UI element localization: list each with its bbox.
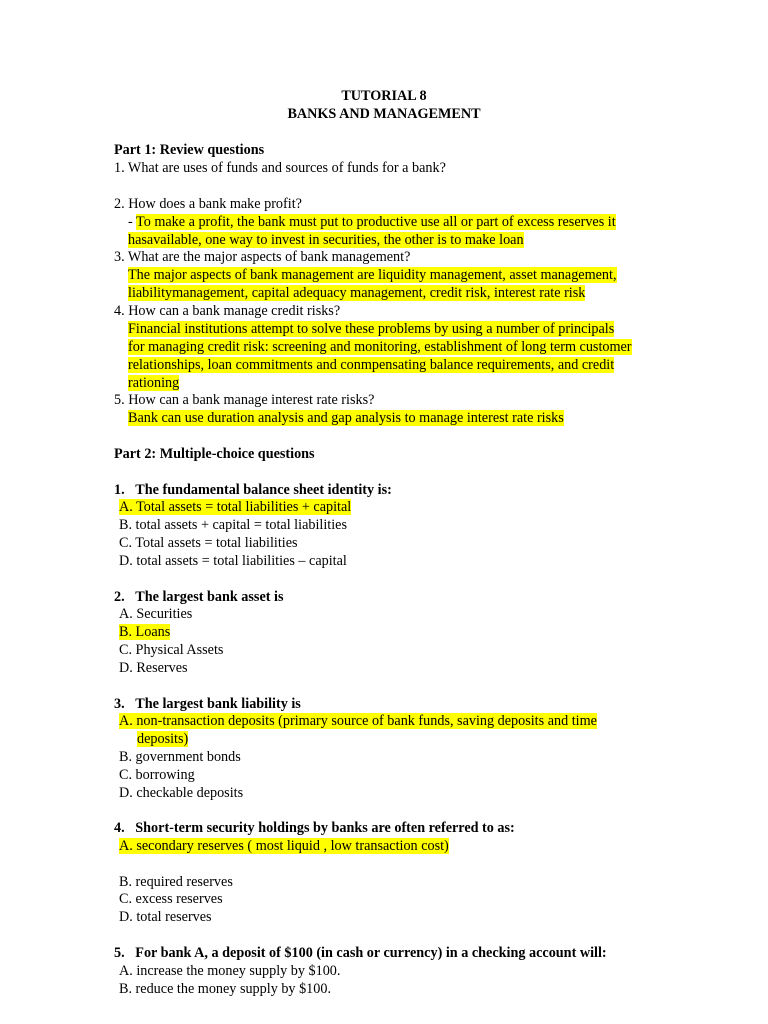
answer-3-text-1: The major aspects of bank management are liquidity management, asset management, [128, 267, 617, 283]
mc3-option-d: D. checkable deposits [119, 785, 244, 801]
mc4-option-d: D. total reserves [119, 909, 212, 925]
mc5-option-a: A. increase the money supply by $100. [119, 963, 341, 979]
mc4-option-a [119, 837, 449, 855]
answer-4-line-4 [128, 374, 179, 392]
answer-4-line-2 [128, 338, 632, 356]
mc-question-4: 4. Short-term security holdings by banks are often referred to as: [114, 820, 515, 836]
review-question-4: 4. How can a bank manage credit risks? [114, 303, 341, 319]
part1-heading: Part 1: Review questions [114, 142, 265, 158]
mc1-option-b: B. total assets + capital = total liabilities [119, 517, 347, 533]
mc2-option-b [119, 623, 170, 641]
answer-3-line-2 [128, 284, 585, 302]
answer-2-line-2 [128, 231, 524, 249]
mc3-option-b: B. government bonds [119, 749, 241, 765]
mc4-option-b: B. required reserves [119, 874, 233, 890]
review-question-1: 1. What are uses of funds and sources of funds for a bank? [114, 160, 446, 176]
answer-3-text-2: liabilitymanagement, capital adequacy management, credit risk, interest rate risk [128, 285, 586, 301]
answer-5-text: Bank can use duration analysis and gap analysis to manage interest rate risks [128, 410, 564, 426]
mc2-option-d: D. Reserves [119, 660, 188, 676]
answer-5-line [128, 409, 564, 427]
mc4-option-c: C. excess reserves [119, 891, 223, 907]
mc-question-3: 3. The largest bank liability is [114, 696, 301, 712]
answer-2-text-2: hasavailable, one way to invest in securities, the other is to make loan [128, 232, 524, 248]
mc3-option-a-text-1: A. non-transaction deposits (primary source of bank funds, saving deposits and time [119, 713, 597, 729]
answer-4-line-1 [128, 320, 614, 338]
review-question-3: 3. What are the major aspects of bank management? [114, 249, 411, 265]
tutorial-title: TUTORIAL 8 [341, 88, 427, 104]
mc3-option-a-line-2 [137, 730, 188, 748]
answer-3-line-1 [128, 266, 617, 284]
mc3-option-a-line-1 [119, 712, 597, 730]
mc-question-2: 2. The largest bank asset is [114, 589, 284, 605]
review-question-5: 5. How can a bank manage interest rate risks? [114, 392, 375, 408]
mc4-option-a-text: A. secondary reserves ( most liquid , low transaction cost) [119, 838, 449, 854]
mc1-option-c: C. Total assets = total liabilities [119, 535, 298, 551]
mc5-option-b: B. reduce the money supply by $100. [119, 981, 331, 997]
mc3-option-c: C. borrowing [119, 767, 195, 783]
mc2-option-a: A. Securities [119, 606, 193, 622]
answer-4-text-4: rationing [128, 375, 180, 391]
answer-4-text-3: relationships, loan commitments and conmpensating balance requirements, and credit [128, 357, 615, 373]
answer-2-text: To make a profit, the bank must put to productive use all or part of excess reserves it [136, 214, 616, 230]
answer-2-dash: - [128, 214, 137, 230]
answer-4-text-1: Financial institutions attempt to solve these problems by using a number of principals [128, 321, 615, 337]
answer-4-text-2: for managing credit risk: screening and monitoring, establishment of long term customer [128, 339, 632, 355]
mc1-option-a [119, 498, 351, 516]
part2-heading: Part 2: Multiple-choice questions [114, 446, 315, 462]
mc2-option-c: C. Physical Assets [119, 642, 224, 658]
mc-question-5: 5. For bank A, a deposit of $100 (in cash or currency) in a checking account will: [114, 945, 607, 961]
tutorial-subtitle: BANKS AND MANAGEMENT [287, 106, 481, 122]
mc-question-1: 1. The fundamental balance sheet identity is: [114, 482, 392, 498]
answer-4-line-3 [128, 356, 614, 374]
mc1-option-d: D. total assets = total liabilities – capital [119, 553, 347, 569]
mc3-option-a-text-2: deposits) [137, 731, 189, 747]
mc2-option-b-text: B. Loans [119, 624, 171, 640]
answer-2-line-1 [128, 213, 616, 231]
review-question-2: 2. How does a bank make profit? [114, 196, 302, 212]
mc1-option-a-text: A. Total assets = total liabilities + capital [119, 499, 352, 515]
